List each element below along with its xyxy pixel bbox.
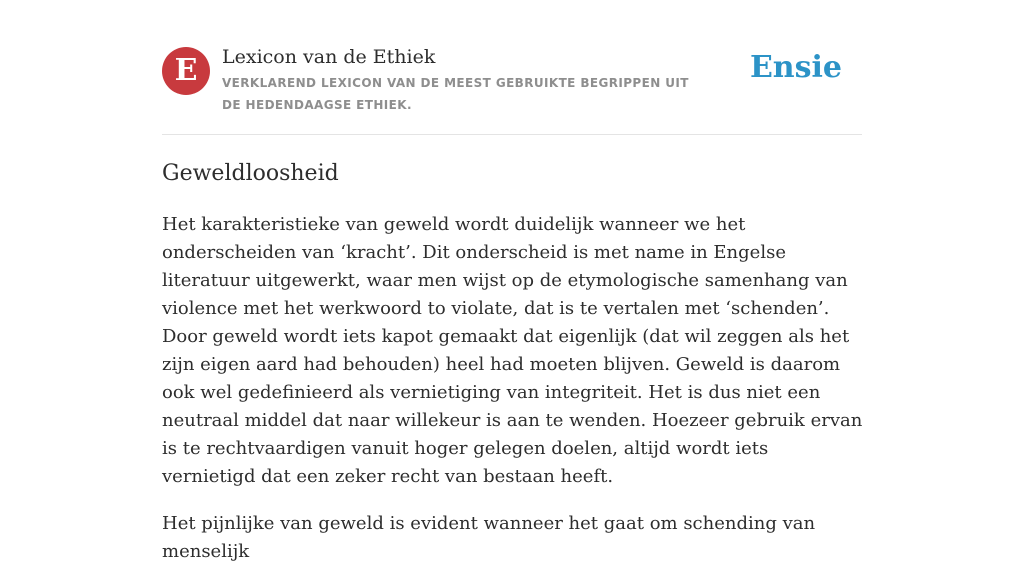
article-paragraph: Het pijnlijke van geweld is evident wanneer het gaat om schending van menselijk — [162, 513, 816, 562]
site-header — [162, 0, 862, 135]
site-logo[interactable]: E — [162, 47, 210, 95]
site-subtitle: VERKLAREND LEXICON VAN DE MEEST GEBRUIKTE BEGRIPPEN UIT DE HEDENDAAGSE ETHIEK. — [222, 76, 689, 112]
article-paragraph: Het karakteristieke van geweld wordt duidelijk wanneer we het onderscheiden van ‘kracht’. Dit onderscheid is met name in Engelse literatuur uitgewerkt, waar men wijst op de etymologische samenhang van violence met het werkwoord to violate, dat is te vertalen met ‘schenden’. Door geweld wordt iets kapot gemaakt dat eigenlijk (dat wil zeggen als het zijn eigen aard had behouden) heel had moeten blijven. Geweld is daarom ook wel gedefinieerd als vernietiging van integriteit. Het is dus niet een neutraal middel dat naar willekeur is aan te wenden. Hoezeer gebruik ervan is te rechtvaardigen vanuit hoger gelegen doelen, altijd wordt iets vernietigd dat een zeker recht van bestaan heeft. — [162, 214, 863, 487]
page — [162, 0, 862, 566]
site-title[interactable]: Lexicon van de Ethiek — [222, 46, 436, 68]
article-title: Geweldloosheid — [162, 161, 339, 186]
ensie-brand-logo[interactable]: Ensie — [749, 50, 842, 85]
